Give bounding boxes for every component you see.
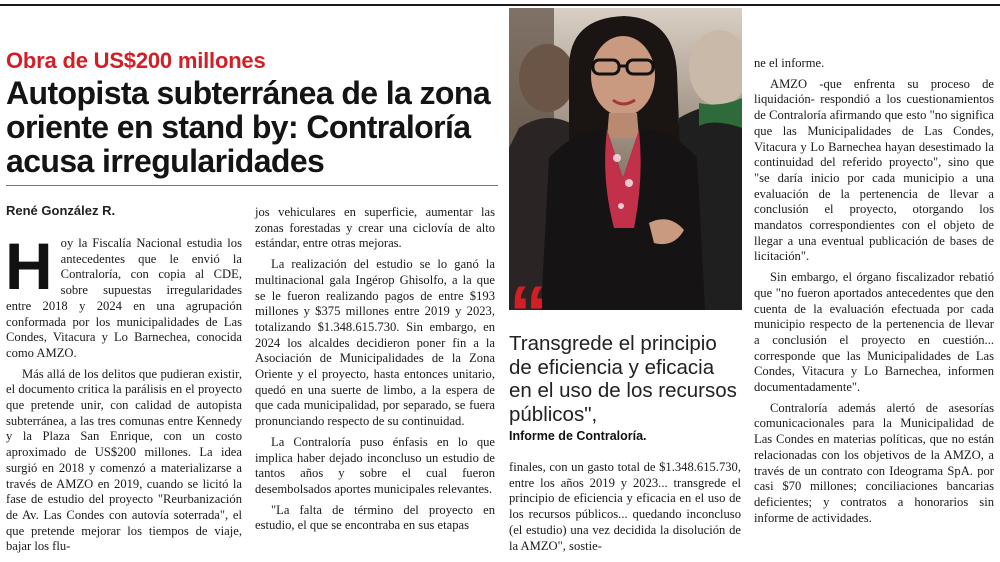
paragraph: La Contraloría puso énfasis en lo que implica haber dejado inconcluso un estudio de tantos años y sobre el cual fueron desembolsados aportes municipales relevantes. xyxy=(255,434,495,496)
article-column-1 xyxy=(5,229,242,560)
kicker: Obra de US$200 millones xyxy=(6,48,266,73)
paragraph: Hoy la Fiscalía Nacional estudia los antecedentes que le envió la Contraloría, con copia al CDE, sobre supuestas irregularidades entre 2018 y 2024 en una agrupación conformada por los municipalidades de Las Condes, Vitacura y Lo Barnechea, conocida como AMZO. xyxy=(5,229,242,360)
paragraph: AMZO -que enfrenta su proceso de liquidación- respondió a los cuestionamientos de Contraloría afirmando que esto "no significa que las Municipalidades de Las Condes, Vitacura y Lo Barnechea hayan desestimado la continuidad del referido proyecto", sino que "se daría inicio por cada municipio a una evaluación de la pertenencia de llevar a conclusión el proyecto, otorgando los mandatos correspondientes con el objeto de llegar a una eventual publicación de bases de licitación". xyxy=(754,76,994,264)
paragraph: Contraloría además alertó de asesorías comunicacionales para la Municipalidad de Las Condes en materias políticas, que no están relacionadas con los objetivos de la AMZO, a través de un contrato con Ideograma SpA. por casi $70 millones; conciliaciones bancarias deficientes; y contratos a honorarios sin informe de actividades. xyxy=(754,400,994,525)
paragraph: finales, con un gasto total de $1.348.615.730, entre los años 2019 y 2023... transgrede el principio de eficiencia y eficacia en el uso de los recursos públicos... quedando inconcluso (el estudio) una vez decidida la disolución de la AMZO", sostie- xyxy=(509,460,741,553)
article-column-2 xyxy=(255,205,495,539)
drop-cap: H xyxy=(5,229,53,303)
paragraph: Sin embargo, el órgano fiscalizador rebatió que "no fueron aportados antecedentes que den cuenta de la evaluación efectuada por cada municipio respecto de la pertenencia de llevar a conclusión el proyecto en cuestión... corresponde que las Municipalidades de Las Condes, Vitacura y Lo Barnechea, informen documentadamente". xyxy=(754,270,994,395)
byline-divider xyxy=(6,185,498,186)
paragraph: "La falta de término del proyecto en estudio, el que se encontraba en sus etapas xyxy=(255,502,495,533)
woman-portrait-illustration xyxy=(509,8,742,310)
article-column-3 xyxy=(509,460,741,559)
portrait-photo xyxy=(509,8,742,310)
paragraph: La realización del estudio se lo ganó la multinacional gala Ingérop Ghisolfo, a la que se le fueron realizando pagos de entre $193 millones y $375 millones entre 2019 y 2023, totalizando $1.348.615.730. Sin embargo, en 2024 los alcaldes decidieron poner fin a la Asociación de Municipalidades de la Zona Oriente y el proyecto, hasta entonces unitario, quedó en una suerte de limbo, a la espera de que cada municipalidad, por separado, se fuera pronunciando respecto de su continuidad. xyxy=(255,257,495,429)
paragraph: jos vehiculares en superficie, aumentar las zonas forestadas y crear una ciclovía de alto estándar, entre otras mejoras. xyxy=(255,205,495,251)
paragraph: ne el informe. xyxy=(754,56,825,70)
pull-quote-source: Informe de Contraloría. xyxy=(509,429,647,443)
article-column-4 xyxy=(754,56,994,531)
paragraph: Más allá de los delitos que pudieran existir, el documento critica la parálisis en el proyecto que pretende unir, con calidad de autopista subterránea, a las tres comunas entre Kennedy y la Plaza San Enrique, con un costo aproximado de US$200 millones. La idea surgió en 2018 y comenzó a materializarse a través de AMZO en 2019, cuando se licitó la fase de estudio del proyecto "Reurbanización de Av. Las Condes con autovía soterrada", el que pretende mejorar los tiempos de viaje, bajar los flu- xyxy=(6,366,242,554)
pull-quote: Transgrede el principio de eficiencia y eficacia en el uso de los recursos públicos", xyxy=(509,332,737,426)
top-rule xyxy=(0,4,1000,6)
quote-mark-icon: “ xyxy=(509,269,548,357)
headline: Autopista subterránea de la zona oriente en stand by: Contraloría acusa irregularidades xyxy=(6,75,491,179)
byline: René González R. xyxy=(6,203,116,218)
